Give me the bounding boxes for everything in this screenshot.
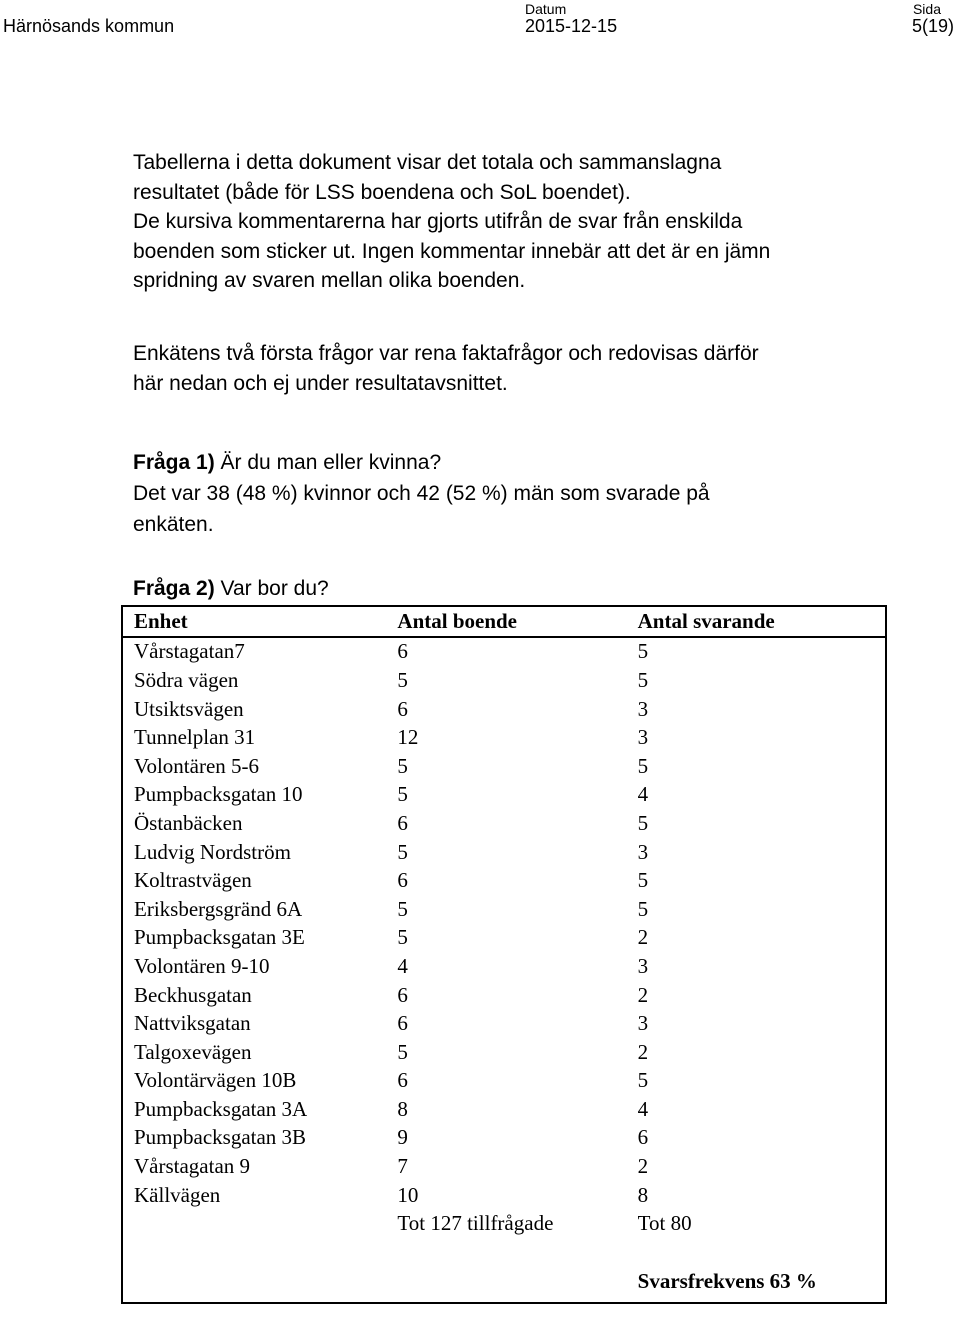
column-header-residents: Antal boende xyxy=(386,606,626,637)
question-1-heading xyxy=(133,447,853,478)
respondents-cell: 2 xyxy=(637,1039,649,1064)
residents-cell: 5 xyxy=(397,896,408,921)
respondents-cell: 5 xyxy=(637,868,649,893)
question-1-answer: enkäten. xyxy=(133,513,214,536)
respondents-cell: 5 xyxy=(637,639,649,664)
page-number: 5(19) xyxy=(911,16,954,36)
response-empty-cell xyxy=(122,1238,386,1303)
residents-cell: 8 xyxy=(397,1096,408,1121)
totals-row xyxy=(122,1209,886,1238)
table-row xyxy=(122,1067,886,1096)
table-header-row xyxy=(122,606,886,637)
table-row xyxy=(122,781,886,810)
intro-paragraph xyxy=(133,148,853,296)
organization-name: Härnösands kommun xyxy=(3,16,175,36)
date-label: Datum xyxy=(525,1,567,17)
unit-cell: Beckhusgatan xyxy=(134,982,252,1007)
intro-line: spridning av svaren mellan olika boenden. xyxy=(133,269,526,292)
total-residents: Tot 127 tillfrågade xyxy=(397,1211,554,1236)
respondents-cell: 3 xyxy=(637,1011,649,1036)
column-header-respondents: Antal svarande xyxy=(627,606,886,637)
residents-cell: 10 xyxy=(397,1182,419,1207)
residents-cell: 6 xyxy=(397,982,408,1007)
table-row xyxy=(122,1181,886,1210)
respondents-cell: 3 xyxy=(637,696,649,721)
residents-cell: 5 xyxy=(397,667,408,692)
residents-cell: 5 xyxy=(397,782,408,807)
unit-cell: Källvägen xyxy=(134,1182,221,1207)
question-1-text: Är du man eller kvinna? xyxy=(214,451,442,474)
table-row xyxy=(122,924,886,953)
unit-cell: Nattviksgatan xyxy=(134,1011,251,1036)
table-row xyxy=(122,866,886,895)
unit-cell: Pumpbacksgatan 3A xyxy=(134,1096,308,1121)
residents-cell: 6 xyxy=(397,696,408,721)
response-rate-row xyxy=(122,1238,886,1303)
unit-cell: Tunnelplan 31 xyxy=(134,725,256,750)
table-row xyxy=(122,723,886,752)
respondents-cell: 2 xyxy=(637,982,649,1007)
unit-cell: Pumpbacksgatan 10 xyxy=(134,782,303,807)
table-row xyxy=(122,895,886,924)
table-row xyxy=(122,1124,886,1153)
table-row xyxy=(122,952,886,981)
residents-cell: 5 xyxy=(397,753,408,778)
residents-cell: 5 xyxy=(397,925,408,950)
unit-cell: Vårstagatan7 xyxy=(134,639,245,664)
table-row xyxy=(122,637,886,667)
residents-cell: 6 xyxy=(397,810,408,835)
respondents-cell: 2 xyxy=(637,1154,649,1179)
unit-cell: Pumpbacksgatan 3B xyxy=(134,1125,307,1150)
respondents-cell: 5 xyxy=(637,1068,649,1093)
fact-questions-paragraph xyxy=(133,339,853,398)
residents-cell: 5 xyxy=(397,839,408,864)
respondents-cell: 3 xyxy=(637,725,649,750)
question-2-heading xyxy=(133,574,853,604)
table-row xyxy=(122,695,886,724)
respondents-cell: 5 xyxy=(637,896,649,921)
respondents-cell: 4 xyxy=(637,782,649,807)
respondents-cell: 5 xyxy=(637,667,649,692)
paragraph-line: här nedan och ej under resultatavsnittet. xyxy=(133,371,508,395)
table-row xyxy=(122,1095,886,1124)
residents-cell: 6 xyxy=(397,639,408,664)
unit-cell: Volontären 9-10 xyxy=(134,953,270,978)
unit-cell: Volontären 5-6 xyxy=(134,753,260,778)
document-date: 2015-12-15 xyxy=(525,16,618,36)
table-row xyxy=(122,809,886,838)
intro-line: Tabellerna i detta dokument visar det totala och sammanslagna xyxy=(133,151,722,174)
intro-line: boenden som sticker ut. Ingen kommentar innebär att det är en jämn xyxy=(133,239,771,263)
residents-cell: 6 xyxy=(397,1011,408,1036)
table-row xyxy=(122,666,886,695)
total-respondents: Tot 80 xyxy=(637,1211,692,1236)
unit-cell: Östanbäcken xyxy=(134,810,243,835)
page-label: Sida xyxy=(912,1,941,17)
column-header-unit: Enhet xyxy=(122,606,386,637)
residents-cell: 6 xyxy=(397,868,408,893)
table-body xyxy=(122,637,886,1210)
unit-cell: Ludvig Nordström xyxy=(134,839,291,864)
response-empty-cell xyxy=(386,1238,626,1303)
intro-line: resultatet (både för LSS boendena och SoL boendet). xyxy=(133,180,631,204)
table-row xyxy=(122,838,886,867)
table-row xyxy=(122,1009,886,1038)
respondents-cell: 2 xyxy=(637,925,649,950)
unit-cell: Eriksbergsgränd 6A xyxy=(134,896,303,921)
respondents-cell: 5 xyxy=(637,753,649,778)
response-rate: Svarsfrekvens 63 % xyxy=(637,1269,817,1294)
unit-cell: Vårstagatan 9 xyxy=(134,1154,251,1179)
respondents-cell: 8 xyxy=(637,1182,649,1207)
respondents-cell: 3 xyxy=(637,953,649,978)
unit-cell: Södra vägen xyxy=(134,667,239,692)
unit-cell: Utsiktsvägen xyxy=(134,696,244,721)
respondents-cell: 5 xyxy=(637,810,649,835)
respondents-cell: 6 xyxy=(637,1125,649,1150)
question-1-block xyxy=(133,447,853,540)
residents-cell: 5 xyxy=(397,1039,408,1064)
unit-cell: Talgoxevägen xyxy=(134,1039,252,1064)
question-1-label: Fråga 1) xyxy=(133,451,215,474)
residents-cell: 9 xyxy=(397,1125,408,1150)
residents-cell: 6 xyxy=(397,1068,408,1093)
totals-empty-cell xyxy=(122,1209,386,1238)
unit-cell: Koltrastvägen xyxy=(134,868,252,893)
unit-cell: Volontärvägen 10B xyxy=(134,1068,297,1093)
question-2-label: Fråga 2) xyxy=(133,577,215,600)
paragraph-line: Enkätens två första frågor var rena faktafrågor och redovisas därför xyxy=(133,342,759,365)
residents-cell: 12 xyxy=(397,725,419,750)
respondents-cell: 3 xyxy=(637,839,649,864)
residence-table xyxy=(121,605,887,1304)
respondents-cell: 4 xyxy=(637,1096,649,1121)
table-row xyxy=(122,981,886,1010)
question-2-text: Var bor du? xyxy=(214,577,329,600)
unit-cell: Pumpbacksgatan 3E xyxy=(134,925,305,950)
table-row xyxy=(122,1152,886,1181)
intro-line: De kursiva kommentarerna har gjorts utifrån de svar från enskilda xyxy=(133,210,743,233)
table-row xyxy=(122,1038,886,1067)
question-1-answer: Det var 38 (48 %) kvinnor och 42 (52 %) män som svarade på xyxy=(133,482,710,505)
table-row xyxy=(122,752,886,781)
residents-cell: 4 xyxy=(397,953,408,978)
residents-cell: 7 xyxy=(397,1154,408,1179)
